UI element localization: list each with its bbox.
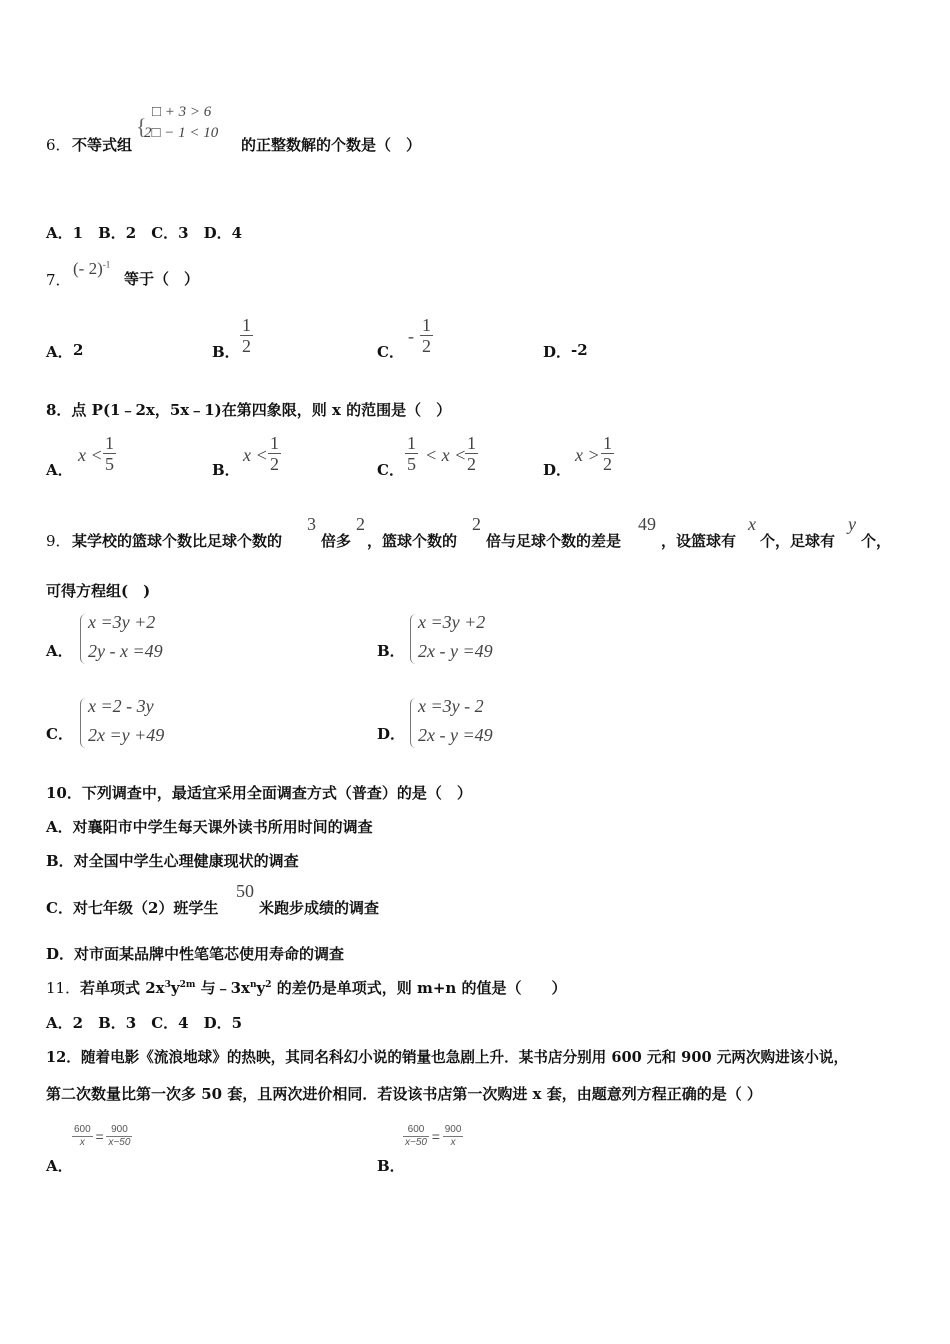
q8-option-c-middle: < x < <box>425 445 467 465</box>
q8-option-d-lhs: x > <box>575 445 600 465</box>
q9-option-b-eq-2: 2x - y =49 <box>418 641 493 661</box>
q9-text-2: 倍多 <box>321 532 352 550</box>
q9-option-a-eq-1: x =3y +2 <box>88 612 156 632</box>
q6-stem-prefix: 不等式组 <box>72 136 133 154</box>
q9-option-c-eq-2: 2x =y +49 <box>88 725 165 745</box>
q8-option-d-label: D． <box>543 461 572 479</box>
q9-option-a-label: A． <box>46 642 73 660</box>
q9-variable-x: x <box>748 514 756 534</box>
q9-variable-y: y <box>848 514 856 534</box>
q9-value-3: 3 <box>307 514 316 534</box>
q9-option-c-brace <box>80 698 87 748</box>
q9-value-2b: 2 <box>472 514 481 534</box>
q9-option-d-eq-2: 2x - y =49 <box>418 725 493 745</box>
q8-option-c-label: C． <box>377 461 404 479</box>
q7-option-c-sign: - <box>408 326 414 346</box>
q8-option-c-fraction-1: $\frac{1}{5}$ <box>407 433 416 474</box>
q7-option-c-label: C． <box>377 343 404 361</box>
q10-option-a: A．对襄阳市中学生每天课外读书所用时间的调查 <box>46 818 373 836</box>
q8-option-b-label: B． <box>212 461 240 479</box>
q10-option-b: B．对全国中学生心理健康现状的调查 <box>46 852 299 870</box>
q9-line-2: 可得方程组( ) <box>46 582 151 600</box>
q7-option-c-fraction: $\frac{1}{2}$ <box>422 315 431 356</box>
q9-text-5: ，设篮球有 <box>661 532 737 550</box>
q12-line-2: 第二次数量比第一次多 50 套，且两次进价相同．若设该书店第一次购进 x 套，由题意列方程正确的是（ ） <box>46 1085 762 1103</box>
q9-value-2a: 2 <box>356 514 365 534</box>
q12-option-b-label: B． <box>377 1157 405 1175</box>
q6-system-line-2: 2□ − 1 < 10 <box>144 125 219 141</box>
q10-option-c-prefix: C．对七年级（2）班学生 <box>46 899 219 917</box>
q8-option-b-lhs: x < <box>243 445 268 465</box>
q9-option-b-brace <box>410 614 417 664</box>
q7-option-d-value: -2 <box>571 341 588 359</box>
q6-system-line-1: □ + 3 > 6 <box>152 104 212 120</box>
q7-option-d-label: D． <box>543 343 572 361</box>
q9-option-c-eq-1: x =2 - 3y <box>88 696 154 716</box>
q12-option-b-equation: $\frac{600}{x-50}$ = $\frac{900}{x}$ <box>405 1124 462 1148</box>
q11-options: A．2 B．3 C．4 D．5 <box>46 1014 243 1032</box>
q8-option-b-fraction: $\frac{1}{2}$ <box>270 433 279 474</box>
q6-options: A．1 B．2 C．3 D．4 <box>46 224 243 242</box>
q7-number: 7． <box>46 271 71 289</box>
q12-line-1: 12．随着电影《流浪地球》的热映，其同名科幻小说的销量也急剧上升．某书店分别用 600 元和 900 元两次购进该小说， <box>46 1049 849 1066</box>
q7-option-b-fraction: $\frac{1}{2}$ <box>242 315 251 356</box>
q12-option-a-label: A． <box>46 1157 73 1175</box>
q8-stem: 8．点 P(1﹣2x，5x﹣1)在第四象限，则 x 的范围是（ ） <box>46 401 452 419</box>
q9-text-3: ，篮球个数的 <box>367 532 458 550</box>
q9-option-b-eq-1: x =3y +2 <box>418 612 486 632</box>
q10-option-d: D．对市面某品牌中性笔笔芯使用寿命的调查 <box>46 945 345 963</box>
q9-option-a-brace <box>80 614 87 664</box>
q7-option-a-label: A． <box>46 343 73 361</box>
q9-text-7: 个， <box>861 532 892 550</box>
q8-option-a-lhs: x < <box>78 445 103 465</box>
q10-option-c-value: 50 <box>236 881 254 901</box>
q7-option-b-label: B． <box>212 343 240 361</box>
q6-brace: { <box>136 114 147 139</box>
q9-value-49: 49 <box>638 514 656 534</box>
q9-option-a-eq-2: 2y - x =49 <box>88 641 163 661</box>
q8-option-a-label: A． <box>46 461 73 479</box>
q12-option-a-equation: $\frac{600}{x}$ = $\frac{900}{x-50}$ <box>74 1124 131 1148</box>
q8-option-a-fraction: $\frac{1}{5}$ <box>105 433 114 474</box>
q7-option-a-value: 2 <box>73 341 84 359</box>
q9-text-6: 个，足球有 <box>760 532 836 550</box>
q10-option-c-suffix: 米跑步成绩的调查 <box>259 899 380 917</box>
q7-stem-suffix: 等于（ ） <box>124 270 200 288</box>
q9-option-d-label: D． <box>377 725 406 743</box>
q7-exponent: -1 <box>102 259 111 270</box>
q9-text-1: 某学校的篮球个数比足球个数的 <box>72 532 283 550</box>
q9-option-c-label: C． <box>46 725 73 743</box>
q9-option-b-label: B． <box>377 642 405 660</box>
q9-text-4: 倍与足球个数的差是 <box>486 532 622 550</box>
q9-option-d-eq-1: x =3y - 2 <box>418 696 484 716</box>
q9-option-d-brace <box>410 698 417 748</box>
q10-stem: 10．下列调查中，最适宜采用全面调查方式（普查）的是（ ） <box>46 784 472 802</box>
q9-number: 9． <box>46 532 71 550</box>
q11-number: 11． <box>46 979 81 997</box>
q6-number: 6． <box>46 136 71 154</box>
q8-option-c-fraction-2: $\frac{1}{2}$ <box>467 433 476 474</box>
q11-stem: 若单项式 $2x^3y^{2m}$ 与$﹣3x^ny^2$ 的差仍是单项式，则 m+n 的值是（ ） <box>80 979 567 997</box>
q6-stem-suffix: 的正整数解的个数是（ ） <box>241 136 422 154</box>
q7-base: (- 2)$^{-1}$ <box>73 259 111 278</box>
q8-option-d-fraction: $\frac{1}{2}$ <box>603 433 612 474</box>
